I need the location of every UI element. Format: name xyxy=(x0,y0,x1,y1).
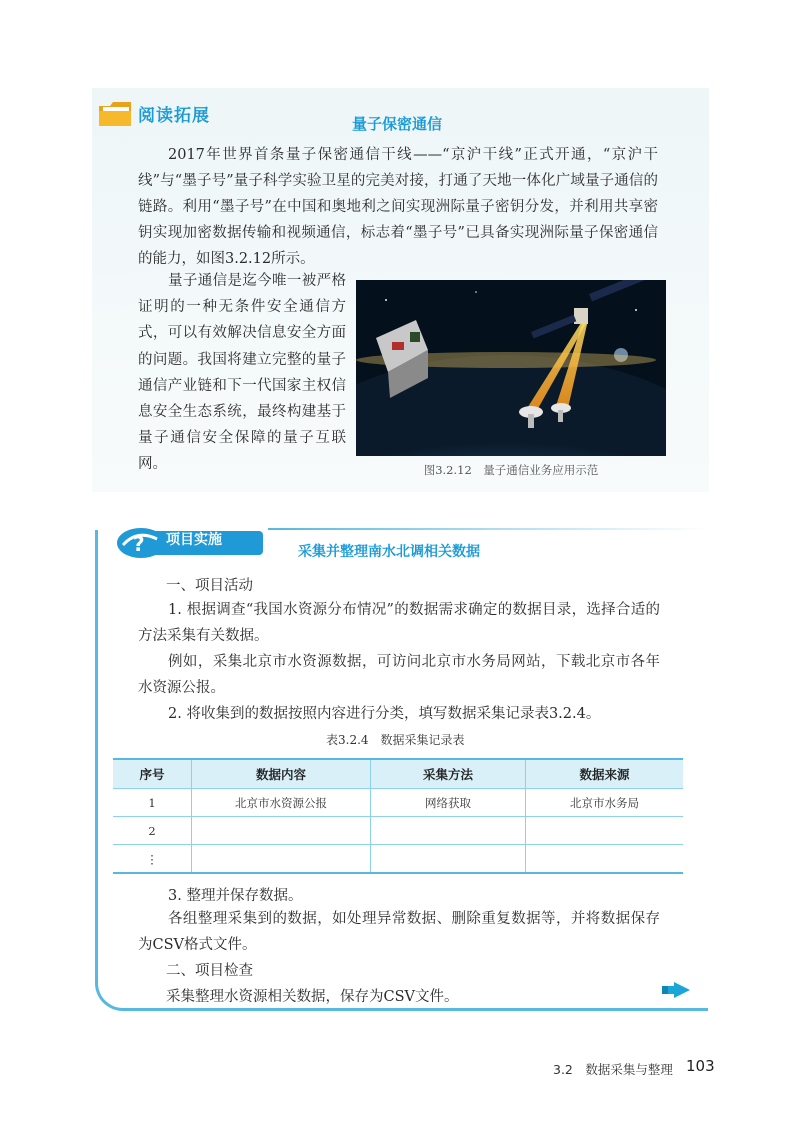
figure-caption: 图3.2.12 量子通信业务应用示范 xyxy=(423,463,599,477)
table-header-cell: 数据内容 xyxy=(192,759,371,789)
project-subtitle: 采集并整理南水北调相关数据 xyxy=(298,544,480,560)
table-cell xyxy=(526,817,684,845)
reading-title: 阅读拓展 xyxy=(138,106,210,126)
table-cell xyxy=(192,817,371,845)
project-section-topline xyxy=(268,528,708,530)
page-number: 103 xyxy=(686,1057,715,1075)
reading-paragraph-2: 量子通信是迄今唯一被严格证明的一种无条件安全通信方式，可以有效解决信息安全方面的问题。我国将建立完整的量子通信产业链和下一代国家主权信息安全生态系统，最终构建基于量子通信安全保障的量子互联网。 xyxy=(138,273,346,473)
project-check-text: 采集整理水资源相关数据，保存为CSV文件。 xyxy=(166,989,459,1005)
table-cell xyxy=(526,845,684,874)
pointing-hand-icon xyxy=(660,980,692,1002)
table-header-cell: 数据来源 xyxy=(526,759,684,789)
project-step-2: 2. 将收集到的数据按照内容进行分类，填写数据采集记录表3.2.4。 xyxy=(168,706,601,722)
data-collection-table xyxy=(113,758,683,874)
project-badge-label: 项目实施 xyxy=(166,532,222,548)
table-caption: 表3.2.4 数据采集记录表 xyxy=(326,733,465,747)
table-row xyxy=(113,817,683,845)
project-example: 例如，采集北京市水资源数据，可访问北京市水务局网站，下载北京市各年水资源公报。 xyxy=(138,654,660,696)
project-heading-check: 二、项目检查 xyxy=(166,963,253,979)
table-row xyxy=(113,789,683,817)
folder-icon xyxy=(98,100,132,128)
table-header-cell: 序号 xyxy=(113,759,192,789)
table-header-row xyxy=(113,759,683,789)
table-cell: 1 xyxy=(113,789,192,817)
table-cell: 北京市水务局 xyxy=(526,789,684,817)
quantum-communication-figure xyxy=(356,280,666,456)
table-cell: ⋮ xyxy=(113,845,192,874)
project-step-3: 3. 整理并保存数据。 xyxy=(168,888,303,904)
footer-section-title: 3.2 数据采集与整理 xyxy=(553,1062,673,1077)
project-step-3-description: 各组整理采集到的数据，如处理异常数据、删除重复数据等，并将数据保存为CSV格式文件。 xyxy=(138,911,660,953)
table-cell xyxy=(371,817,526,845)
reading-subtitle: 量子保密通信 xyxy=(352,115,443,133)
table-cell xyxy=(192,845,371,874)
reading-paragraph-1: 2017年世界首条量子保密通信干线——“京沪干线”正式开通，“京沪干线”与“墨子号”量子科学实验卫星的完美对接，打通了天地一体化广域量子通信的链路。利用“墨子号”在中国和奥地利之间实现洲际量子密钥分发，并利用共享密钥实现加密数据传输和视频通信，标志着“墨子号”已具备实现洲际量子保密通信的能力，如图3.2.12所示。 xyxy=(138,147,658,267)
svg-text:?: ? xyxy=(133,532,145,556)
table-cell: 2 xyxy=(113,817,192,845)
project-step-1: 1. 根据调查“我国水资源分布情况”的数据需求确定的数据目录，选择合适的方法采集有关数据。 xyxy=(138,602,660,644)
table-cell: 网络获取 xyxy=(371,789,526,817)
table-header-cell: 采集方法 xyxy=(371,759,526,789)
project-heading-activity: 一、项目活动 xyxy=(166,578,253,594)
table-row xyxy=(113,845,683,874)
table-cell xyxy=(371,845,526,874)
table-cell: 北京市水资源公报 xyxy=(192,789,371,817)
